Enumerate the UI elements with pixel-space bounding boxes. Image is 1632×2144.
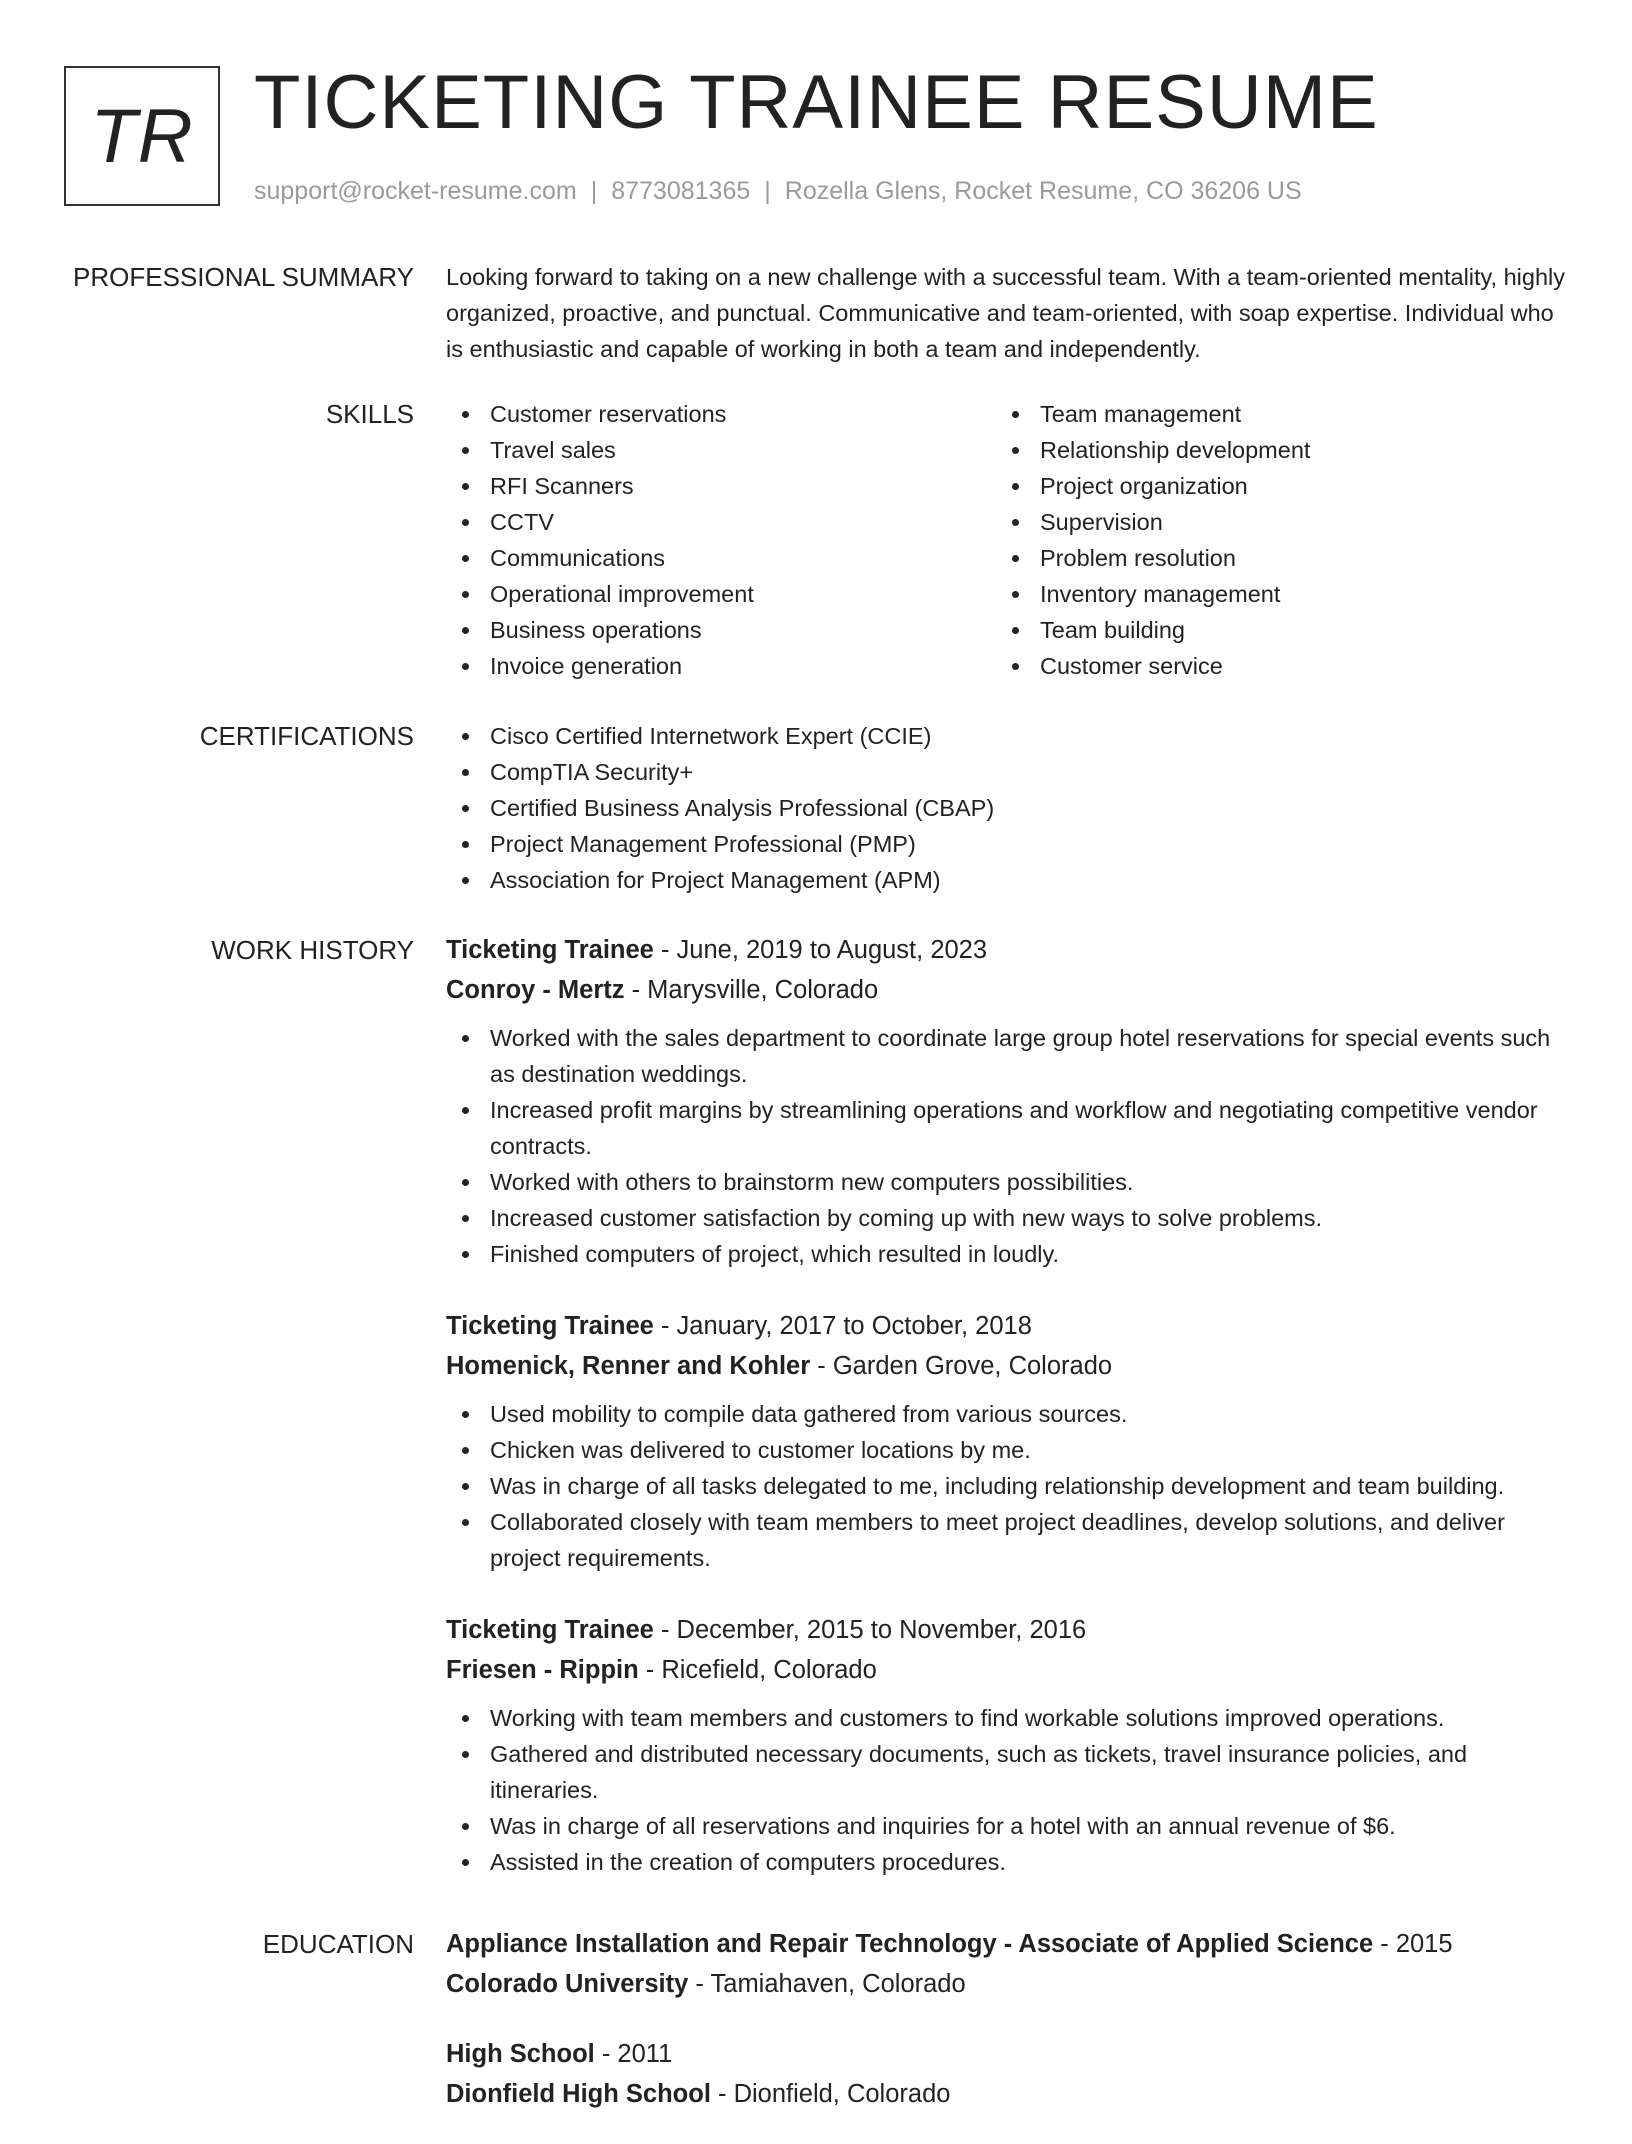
education-heading xyxy=(446,1924,1570,1964)
contact-separator: | xyxy=(764,177,771,205)
job-dates: - January, 2017 to October, 2018 xyxy=(653,1312,1032,1340)
job-location: - Marysville, Colorado xyxy=(624,976,879,1004)
job-bullets xyxy=(446,1700,1570,1880)
job-company: Friesen - Rippin xyxy=(446,1656,639,1684)
certification-item: Certified Business Analysis Professional (CBAP) xyxy=(446,790,1570,826)
job-heading xyxy=(446,1610,1570,1650)
education-school-line xyxy=(446,1964,1570,2004)
education-degree: High School xyxy=(446,2040,595,2068)
education-year: - 2011 xyxy=(594,2040,673,2068)
section-label-education: EDUCATION xyxy=(262,1929,414,1959)
job-bullet: Gathered and distributed necessary documents, such as tickets, travel insurance policies, and itineraries. xyxy=(446,1736,1570,1808)
skill-item: Operational improvement xyxy=(446,576,996,612)
skill-item: Invoice generation xyxy=(446,648,996,684)
education-degree: Appliance Installation and Repair Technology - Associate of Applied Science xyxy=(446,1930,1374,1958)
monogram-box xyxy=(64,66,220,206)
job-dates: - June, 2019 to August, 2023 xyxy=(653,936,988,964)
education-school: Colorado University xyxy=(446,1970,689,1998)
education-entry xyxy=(446,1924,1570,2004)
job-title: Ticketing Trainee xyxy=(446,1616,654,1644)
job-bullet: Was in charge of all tasks delegated to me, including relationship development and team building. xyxy=(446,1468,1570,1504)
resume-title: TICKETING TRAINEE RESUME xyxy=(254,60,1379,145)
job-bullet: Finished computers of project, which resulted in loudly. xyxy=(446,1236,1570,1272)
job-bullets xyxy=(446,1020,1570,1272)
skill-item: Travel sales xyxy=(446,432,996,468)
job-entry xyxy=(446,1306,1570,1576)
job-employer xyxy=(446,1346,1570,1386)
job-dates: - December, 2015 to November, 2016 xyxy=(653,1616,1087,1644)
education-school-line xyxy=(446,2074,1570,2114)
education-location: - Tamiahaven, Colorado xyxy=(688,1970,966,1998)
job-entry xyxy=(446,1610,1570,1880)
skill-item: CCTV xyxy=(446,504,996,540)
certification-item: CompTIA Security+ xyxy=(446,754,1570,790)
job-bullet: Worked with the sales department to coordinate large group hotel reservations for special events such as destination weddings. xyxy=(446,1020,1570,1092)
skill-item: Communications xyxy=(446,540,996,576)
skill-item: Inventory management xyxy=(996,576,1546,612)
skills-list-left xyxy=(446,396,996,684)
job-employer xyxy=(446,1650,1570,1690)
job-bullet: Assisted in the creation of computers procedures. xyxy=(446,1844,1570,1880)
section-label-skills: SKILLS xyxy=(325,399,414,429)
job-heading xyxy=(446,1306,1570,1346)
job-bullet: Increased customer satisfaction by coming up with new ways to solve problems. xyxy=(446,1200,1570,1236)
education-entry xyxy=(446,2034,1570,2114)
skill-item: Team management xyxy=(996,396,1546,432)
skills-list-right xyxy=(996,396,1546,684)
certification-item: Association for Project Management (APM) xyxy=(446,862,1570,898)
job-bullets xyxy=(446,1396,1570,1576)
certification-item: Project Management Professional (PMP) xyxy=(446,826,1570,862)
certification-item: Cisco Certified Internetwork Expert (CCIE) xyxy=(446,718,1570,754)
skill-item: Customer reservations xyxy=(446,396,996,432)
job-bullet: Worked with others to brainstorm new computers possibilities. xyxy=(446,1164,1570,1200)
skill-item: Team building xyxy=(996,612,1546,648)
contact-separator: | xyxy=(590,177,598,205)
job-bullet: Used mobility to compile data gathered from various sources. xyxy=(446,1396,1570,1432)
job-bullet: Collaborated closely with team members to meet project deadlines, develop solutions, and deliver project requirements. xyxy=(446,1504,1570,1576)
section-label-certifications: CERTIFICATIONS xyxy=(199,721,414,751)
education-heading xyxy=(446,2034,1570,2074)
certifications-list xyxy=(446,718,1570,898)
job-heading xyxy=(446,930,1570,970)
job-bullet: Working with team members and customers to find workable solutions improved operations. xyxy=(446,1700,1570,1736)
section-label-work-history: WORK HISTORY xyxy=(211,935,414,965)
skill-item: Problem resolution xyxy=(996,540,1546,576)
skill-item: Supervision xyxy=(996,504,1546,540)
skill-item: Project organization xyxy=(996,468,1546,504)
education-school: Dionfield High School xyxy=(446,2080,711,2108)
monogram-initials: TR xyxy=(90,93,194,179)
job-title: Ticketing Trainee xyxy=(446,936,654,964)
job-employer xyxy=(446,970,1570,1010)
job-bullet: Chicken was delivered to customer locations by me. xyxy=(446,1432,1570,1468)
contact-email[interactable]: support@rocket-resume.com xyxy=(254,177,577,205)
skill-item: Customer service xyxy=(996,648,1546,684)
job-title: Ticketing Trainee xyxy=(446,1312,654,1340)
job-company: Conroy - Mertz xyxy=(446,976,625,1004)
job-company: Homenick, Renner and Kohler xyxy=(446,1352,811,1380)
education-location: - Dionfield, Colorado xyxy=(710,2080,951,2108)
contact-line xyxy=(254,176,1302,206)
skill-item: Relationship development xyxy=(996,432,1546,468)
job-location: - Ricefield, Colorado xyxy=(638,1656,877,1684)
contact-address: Rozella Glens, Rocket Resume, CO 36206 US xyxy=(784,177,1302,205)
job-location: - Garden Grove, Colorado xyxy=(810,1352,1113,1380)
summary-text: Looking forward to taking on a new challenge with a successful team. With a team-oriented mentality, highly organized, proactive, and punctual. Communicative and team-oriented, with soap expertise. Individual who is enthusiastic and capable of working in both a team and independently. xyxy=(446,264,1566,362)
education-year: - 2015 xyxy=(1373,1930,1453,1958)
skill-item: RFI Scanners xyxy=(446,468,996,504)
section-label-summary: PROFESSIONAL SUMMARY xyxy=(73,262,414,292)
contact-phone[interactable]: 8773081365 xyxy=(611,177,751,205)
skill-item: Business operations xyxy=(446,612,996,648)
job-bullet: Was in charge of all reservations and inquiries for a hotel with an annual revenue of $6. xyxy=(446,1808,1570,1844)
job-entry xyxy=(446,930,1570,1272)
job-bullet: Increased profit margins by streamlining operations and workflow and negotiating competitive vendor contracts. xyxy=(446,1092,1570,1164)
